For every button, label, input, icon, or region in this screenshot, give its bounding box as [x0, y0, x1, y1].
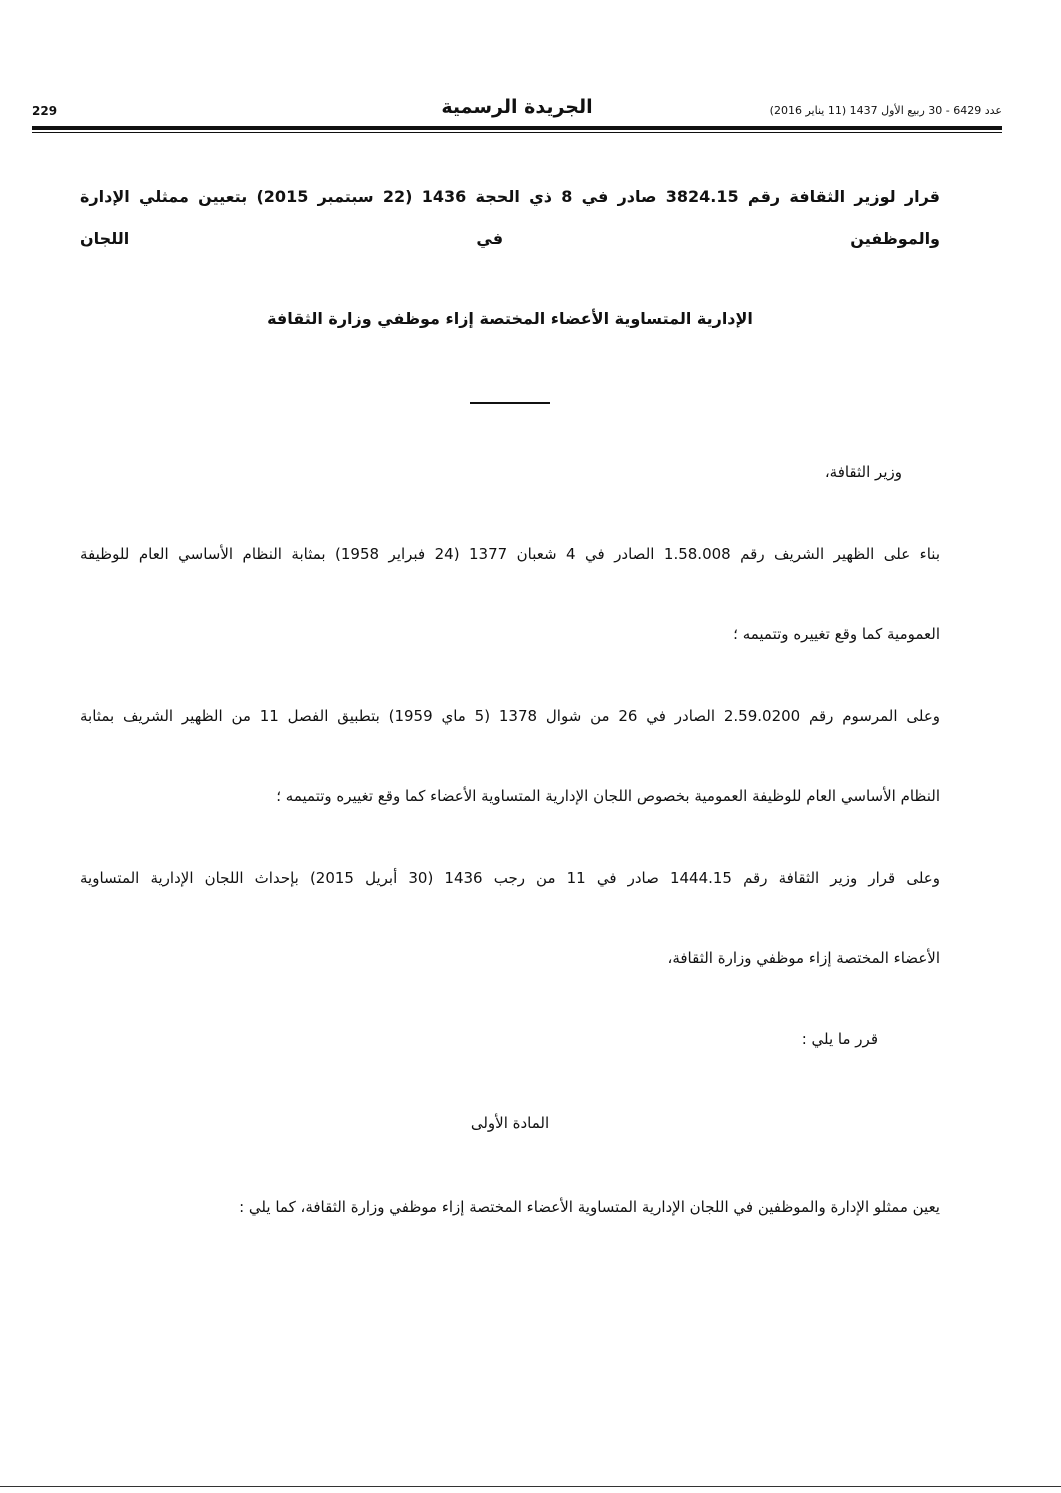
article-heading: المادة الأولى [470, 1114, 550, 1132]
paragraph-2-line-2: النظام الأساسي العام للوظيفة العمومية بخصوص اللجان الإدارية المتساوية الأعضاء كما وقع تغييره وتتميمه ؛ [276, 787, 940, 805]
title-separator [470, 402, 550, 404]
issue-info: عدد 6429 - 30 ربيع الأول 1437 (11 يناير 2016) [769, 104, 1002, 117]
document-body [80, 176, 940, 1219]
page-number: 229 [32, 104, 58, 118]
paragraph-2-line-1: وعلى المرسوم رقم 2.59.0200 الصادر في 26 من شوال 1378 (5 ماي 1959) بتطبيق الفصل 11 من الظهير الشريف بمثابة [80, 707, 941, 725]
decision-title-line-1: قرار لوزير الثقافة رقم 3824.15 صادر في 8 ذي الحجة 1436 (22 سبتمبر 2015) بتعيين ممثلي الإدارة والموظفين في اللجان [80, 187, 941, 248]
minister-line: وزير الثقافة، [824, 463, 902, 481]
header-rule-thin [32, 132, 1002, 133]
decision-title-line-2: الإدارية المتساوية الأعضاء المختصة إزاء موظفي وزارة الثقافة [267, 309, 753, 328]
paragraph-1-line-2: العمومية كما وقع تغييره وتتميمه ؛ [733, 625, 940, 643]
paragraph-3-line-2: الأعضاء المختصة إزاء موظفي وزارة الثقافة، [667, 949, 940, 967]
header-rule [32, 126, 1002, 130]
paragraph-1-line-1: بناء على الظهير الشريف رقم 1.58.008 الصادر في 4 شعبان 1377 (24 فبراير 1958) بمثابة النظام الأساسي العام للوظيفة [80, 545, 941, 563]
page-header [32, 96, 1002, 126]
decided-line: قرر ما يلي : [801, 1030, 878, 1048]
paragraph-3-line-1: وعلى قرار وزير الثقافة رقم 1444.15 صادر في 11 من رجب 1436 (30 أبريل 2015) بإحداث اللجان الإدارية المتساوية [80, 869, 940, 887]
bottom-rule [0, 1486, 1061, 1487]
journal-title: الجريدة الرسمية [441, 96, 593, 118]
article-text: يعين ممثلو الإدارة والموظفين في اللجان الإدارية المتساوية الأعضاء المختصة إزاء موظفي وزارة الثقافة، كما يلي : [239, 1198, 940, 1216]
